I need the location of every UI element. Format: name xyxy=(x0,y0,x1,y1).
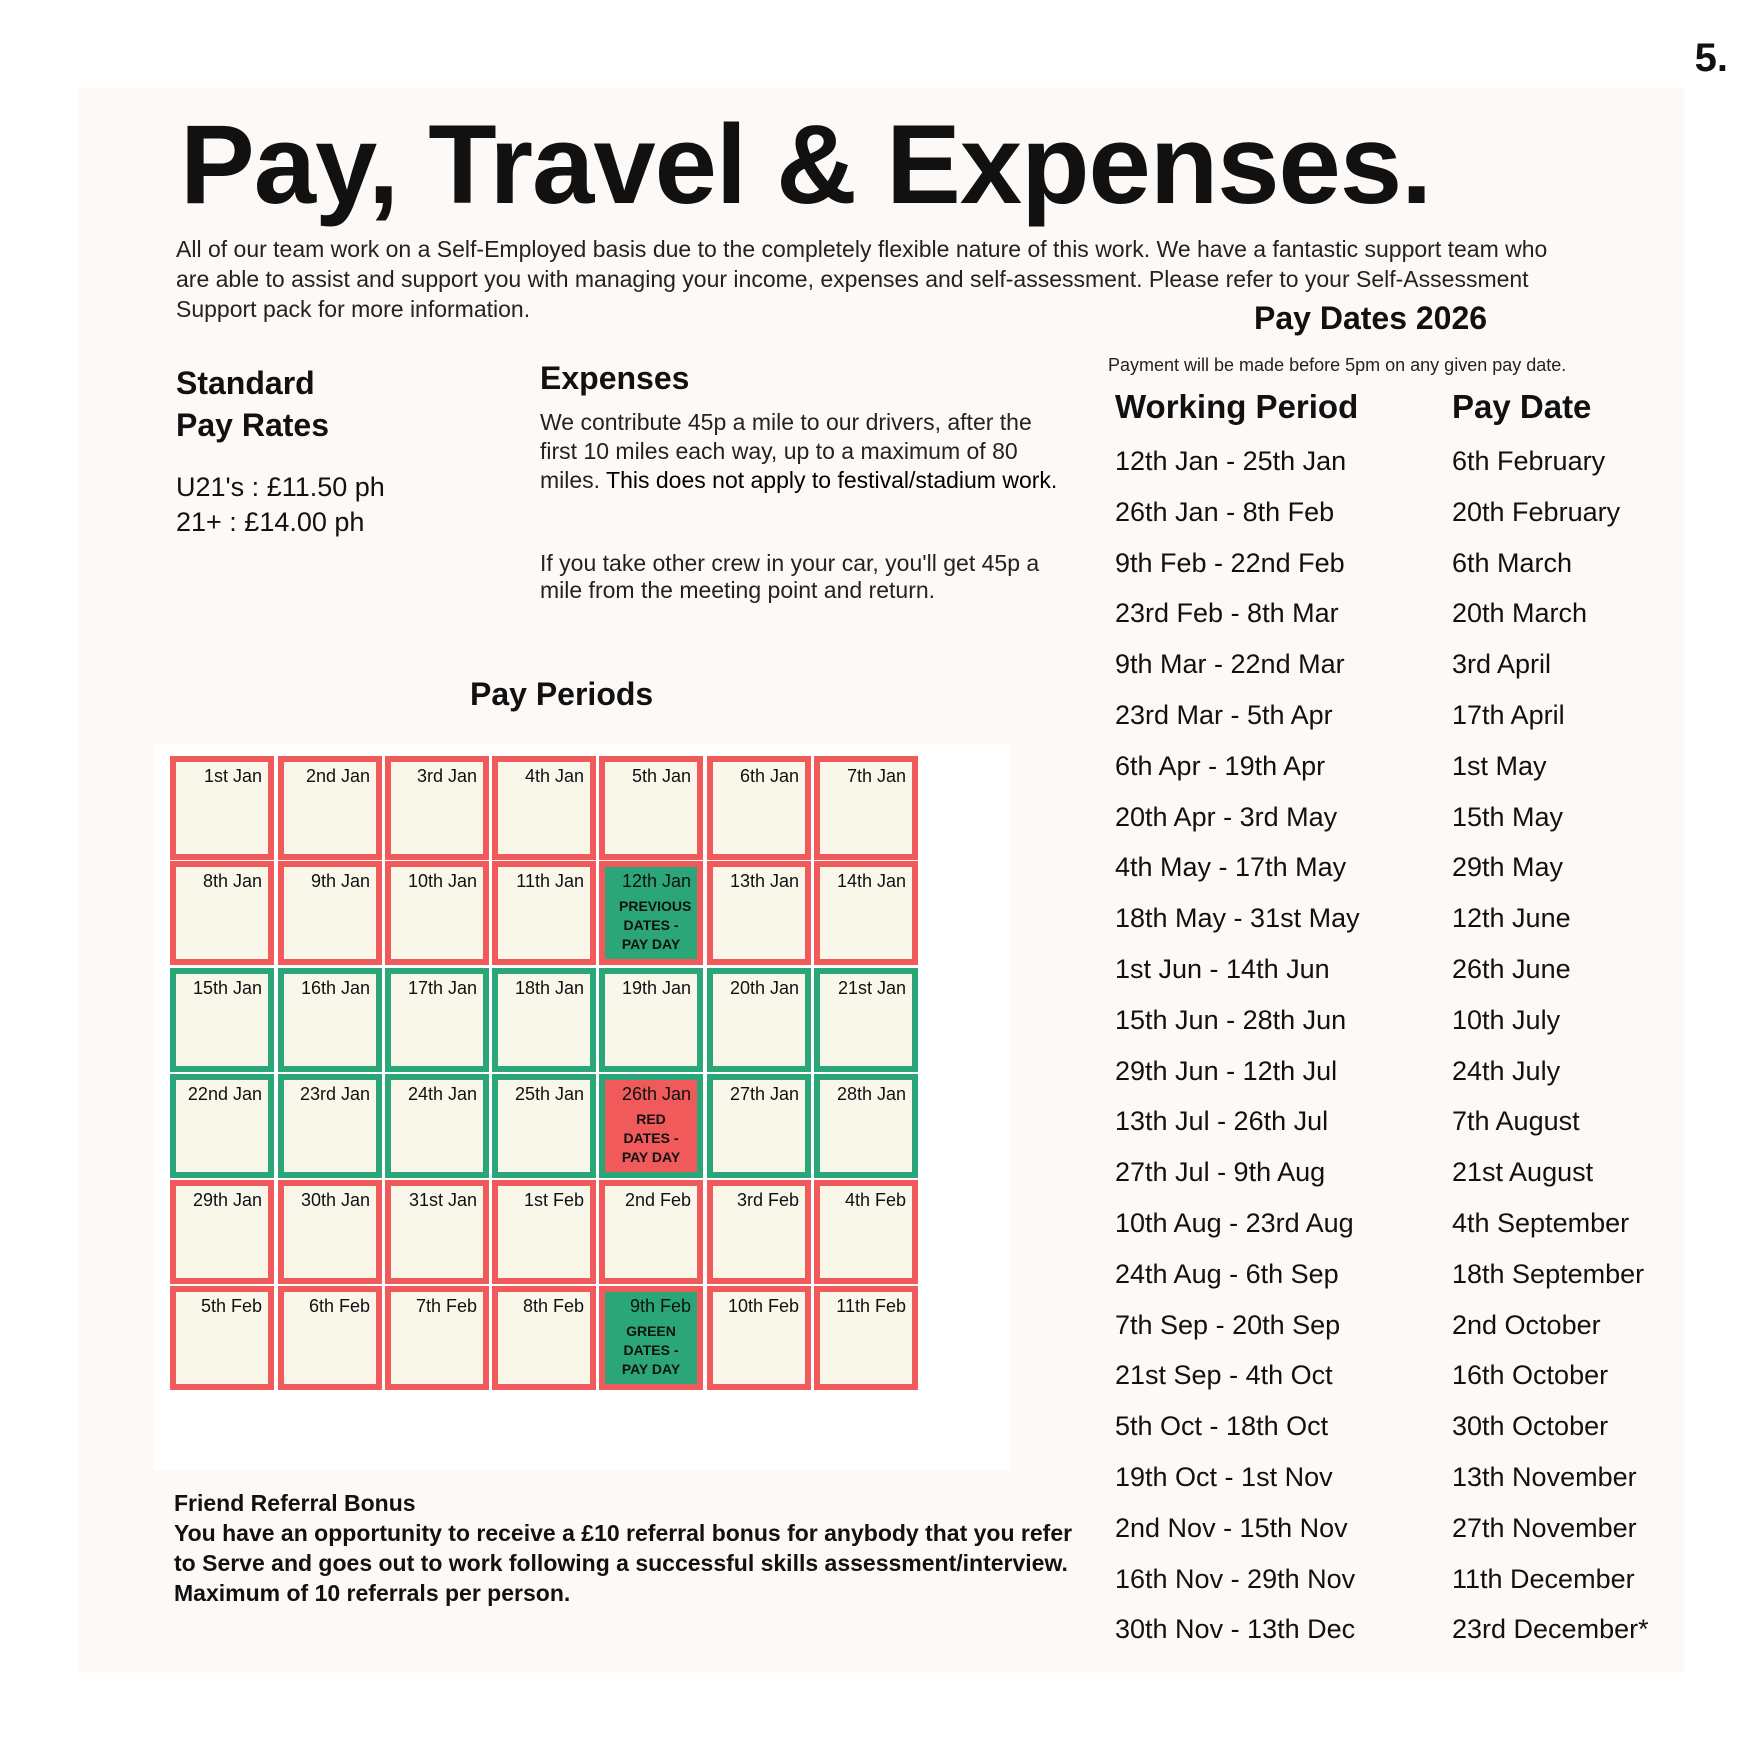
calendar-day-label: 11th Feb xyxy=(836,1296,906,1316)
calendar-day-label: 26th Jan xyxy=(621,1084,691,1104)
working-period-cell: 23rd Mar - 5th Apr xyxy=(1115,700,1333,730)
pay-periods-heading: Pay Periods xyxy=(470,676,654,712)
expenses-mileage-paragraph xyxy=(540,408,1060,495)
calendar-day-label: 24th Jan xyxy=(407,1084,477,1104)
working-period-cell: 29th Jun - 12th Jul xyxy=(1115,1056,1338,1086)
calendar-day-label: 7th Feb xyxy=(415,1296,477,1316)
calendar-day-cell xyxy=(170,756,274,860)
calendar-day-cell xyxy=(385,1286,489,1390)
calendar-day-label: 27th Jan xyxy=(729,1084,799,1104)
calendar-day-cell xyxy=(599,861,703,965)
calendar-day-cell xyxy=(492,861,596,965)
calendar-day-label: 9th Jan xyxy=(310,871,370,891)
calendar-day-cell xyxy=(814,861,918,965)
calendar-day-label: 13th Jan xyxy=(729,871,799,891)
calendar-day-cell xyxy=(492,1074,596,1178)
working-period-cell: 19th Oct - 1st Nov xyxy=(1115,1462,1333,1492)
calendar-day-cell xyxy=(707,756,811,860)
intro-paragraph: All of our team work on a Self-Employed basis due to the completely flexible nature of this work. We have a fantastic support team who are able to assist and support you with managing your income, expenses and self-assessment. Please refer to your Self-Assessment Support pack for more information. xyxy=(176,236,1548,322)
pay-date-header: Pay Date xyxy=(1452,388,1592,425)
calendar-day-label: 4th Feb xyxy=(844,1190,906,1210)
calendar-day-cell xyxy=(492,968,596,1072)
working-period-cell: 26th Jan - 8th Feb xyxy=(1115,497,1335,527)
pay-date-cell: 11th December xyxy=(1452,1564,1635,1594)
calendar-day-label: 9th Feb xyxy=(629,1296,691,1316)
calendar-day-label: 31st Jan xyxy=(408,1190,477,1210)
pay-date-cell: 20th March xyxy=(1452,598,1588,628)
calendar-day-cell xyxy=(599,756,703,860)
pay-date-cell: 12th June xyxy=(1452,903,1571,933)
calendar-day-cell xyxy=(278,1286,382,1390)
calendar-day-label: 4th Jan xyxy=(524,766,584,786)
pay-date-cell: 30th October xyxy=(1452,1411,1609,1441)
pay-date-cell: 16th October xyxy=(1452,1360,1609,1390)
calendar-day-label: 11th Jan xyxy=(516,871,584,891)
calendar-day-label: 8th Feb xyxy=(522,1296,584,1316)
working-period-cell: 10th Aug - 23rd Aug xyxy=(1115,1208,1354,1238)
pay-date-cell: 23rd December* xyxy=(1452,1614,1649,1644)
rate-21-plus: 21+ : £14.00 ph xyxy=(176,507,365,537)
calendar-day-label: 8th Jan xyxy=(202,871,262,891)
calendar-day-label: 29th Jan xyxy=(192,1190,262,1210)
calendar-day-cell xyxy=(278,861,382,965)
calendar-day-cell xyxy=(707,1286,811,1390)
calendar-day-cell xyxy=(599,968,703,1072)
pay-date-cell: 24th July xyxy=(1452,1056,1561,1086)
working-period-cell: 12th Jan - 25th Jan xyxy=(1115,446,1347,476)
working-period-cell: 23rd Feb - 8th Mar xyxy=(1115,598,1339,628)
calendar-day-label: 12th Jan xyxy=(621,871,691,891)
calendar-day-label: 6th Feb xyxy=(308,1296,370,1316)
working-period-cell: 4th May - 17th May xyxy=(1115,852,1347,882)
pay-dates-note: Payment will be made before 5pm on any given pay date. xyxy=(1108,355,1567,375)
standard-rates-heading xyxy=(176,362,329,446)
working-period-cell: 5th Oct - 18th Oct xyxy=(1115,1411,1329,1441)
pay-date-cell: 18th September xyxy=(1452,1259,1645,1289)
calendar-day-cell xyxy=(170,1074,274,1178)
pay-day-note: RED DATES - PAY DAY xyxy=(621,1111,681,1165)
pay-date-cell: 26th June xyxy=(1452,954,1571,984)
calendar-day-label: 5th Jan xyxy=(631,766,691,786)
calendar-day-label: 2nd Jan xyxy=(305,766,370,786)
calendar-day-cell xyxy=(170,861,274,965)
calendar-day-cell xyxy=(385,968,489,1072)
calendar-day-cell xyxy=(492,1286,596,1390)
calendar-day-cell xyxy=(707,861,811,965)
pay-date-cell: 7th August xyxy=(1452,1106,1580,1136)
working-period-header: Working Period xyxy=(1115,388,1359,425)
pay-date-cell: 10th July xyxy=(1452,1005,1561,1035)
working-period-cell: 15th Jun - 28th Jun xyxy=(1115,1005,1347,1035)
working-period-cell: 21st Sep - 4th Oct xyxy=(1115,1360,1333,1390)
calendar-day-cell xyxy=(707,1074,811,1178)
calendar-day-cell xyxy=(814,1074,918,1178)
calendar-day-label: 16th Jan xyxy=(300,978,370,998)
pay-date-cell: 4th September xyxy=(1452,1208,1630,1238)
pay-day-note: PREVIOUS DATES - PAY DAY xyxy=(619,898,692,952)
page-number: 5. xyxy=(1694,36,1728,80)
calendar-day-label: 30th Jan xyxy=(300,1190,370,1210)
calendar-day-cell xyxy=(278,1074,382,1178)
working-period-cell: 30th Nov - 13th Dec xyxy=(1115,1614,1356,1644)
standard-rates-list xyxy=(176,470,385,540)
calendar-day-label: 17th Jan xyxy=(407,978,477,998)
calendar-day-label: 6th Jan xyxy=(739,766,799,786)
standard-rates-heading-line2: Pay Rates xyxy=(176,407,329,443)
pay-date-cell: 6th March xyxy=(1452,548,1573,578)
calendar-day-label: 7th Jan xyxy=(846,766,906,786)
calendar-day-cell xyxy=(599,1180,703,1284)
calendar-day-label: 15th Jan xyxy=(192,978,262,998)
working-period-cell: 1st Jun - 14th Jun xyxy=(1115,954,1330,984)
pay-date-cell: 6th February xyxy=(1452,446,1606,476)
working-period-cell: 13th Jul - 26th Jul xyxy=(1115,1106,1329,1136)
working-period-cell: 2nd Nov - 15th Nov xyxy=(1115,1513,1348,1543)
pay-date-cell: 20th February xyxy=(1452,497,1621,527)
calendar-day-label: 14th Jan xyxy=(836,871,906,891)
working-period-cell: 20th Apr - 3rd May xyxy=(1115,802,1338,832)
calendar-day-label: 10th Feb xyxy=(727,1296,799,1316)
working-period-cell: 6th Apr - 19th Apr xyxy=(1115,751,1326,781)
calendar-day-cell xyxy=(278,1180,382,1284)
pay-date-cell: 2nd October xyxy=(1452,1310,1601,1340)
expenses-crew-paragraph: If you take other crew in your car, you'll get 45p a mile from the meeting point and return. xyxy=(540,550,1040,603)
calendar-day-cell xyxy=(814,756,918,860)
calendar-day-label: 23rd Jan xyxy=(299,1084,370,1104)
pay-date-cell: 29th May xyxy=(1452,852,1564,882)
referral-section xyxy=(174,1488,1074,1608)
calendar-day-label: 19th Jan xyxy=(621,978,691,998)
calendar-day-cell xyxy=(599,1286,703,1390)
calendar-day-cell xyxy=(814,968,918,1072)
calendar-day-label: 3rd Jan xyxy=(416,766,477,786)
pay-date-cell: 13th November xyxy=(1452,1462,1637,1492)
working-period-cell: 24th Aug - 6th Sep xyxy=(1115,1259,1339,1289)
calendar-day-cell xyxy=(599,1074,703,1178)
pay-day-note: GREEN DATES - PAY DAY xyxy=(621,1323,681,1377)
calendar-day-cell xyxy=(170,968,274,1072)
expenses-heading: Expenses xyxy=(540,360,690,396)
working-period-cell: 18th May - 31st May xyxy=(1115,903,1360,933)
calendar-day-cell xyxy=(814,1286,918,1390)
calendar-day-cell xyxy=(385,1180,489,1284)
calendar-day-cell xyxy=(707,1180,811,1284)
calendar-day-label: 25th Jan xyxy=(514,1084,584,1104)
pay-date-cell: 3rd April xyxy=(1452,649,1552,679)
calendar-day-label: 28th Jan xyxy=(836,1084,906,1104)
calendar-day-cell xyxy=(278,756,382,860)
pay-periods-calendar xyxy=(154,744,1010,1470)
calendar-day-label: 1st Feb xyxy=(523,1190,584,1210)
working-period-cell: 9th Mar - 22nd Mar xyxy=(1115,649,1345,679)
expenses-mileage-text: We contribute 45p a mile to our drivers, after the first 10 miles each way, up to a maximum of 80 miles. xyxy=(540,409,1032,493)
expenses-exclusion-text: This does not apply to festival/stadium work. xyxy=(606,467,1058,493)
calendar-day-cell xyxy=(170,1180,274,1284)
pay-dates-title: Pay Dates 2026 xyxy=(1254,300,1488,336)
calendar-day-label: 20th Jan xyxy=(729,978,799,998)
calendar-day-cell xyxy=(170,1286,274,1390)
working-period-cell: 27th Jul - 9th Aug xyxy=(1115,1157,1326,1187)
page-title: Pay, Travel & Expenses. xyxy=(180,102,1432,227)
calendar-day-label: 1st Jan xyxy=(203,766,262,786)
referral-body: You have an opportunity to receive a £10 referral bonus for anybody that you refer to Serve and goes out to work following a successful skills assessment/interview. Maximum of 10 referrals per person. xyxy=(174,1520,1073,1606)
calendar-day-label: 21st Jan xyxy=(837,978,906,998)
calendar-day-label: 18th Jan xyxy=(514,978,584,998)
calendar-day-label: 3rd Feb xyxy=(736,1190,799,1210)
calendar-day-cell xyxy=(385,1074,489,1178)
referral-heading: Friend Referral Bonus xyxy=(174,1490,416,1516)
rate-under-21: U21's : £11.50 ph xyxy=(176,472,385,502)
pay-date-cell: 1st May xyxy=(1452,751,1547,781)
calendar-day-label: 2nd Feb xyxy=(624,1190,691,1210)
calendar-day-cell xyxy=(492,1180,596,1284)
calendar-day-cell xyxy=(814,1180,918,1284)
calendar-day-cell xyxy=(278,968,382,1072)
pay-date-cell: 21st August xyxy=(1452,1157,1594,1187)
calendar-day-cell xyxy=(492,756,596,860)
working-period-cell: 7th Sep - 20th Sep xyxy=(1115,1310,1341,1340)
calendar-day-cell xyxy=(707,968,811,1072)
pay-date-cell: 27th November xyxy=(1452,1513,1637,1543)
calendar-day-cell xyxy=(385,756,489,860)
calendar-day-label: 5th Feb xyxy=(200,1296,262,1316)
pay-date-cell: 17th April xyxy=(1452,700,1565,730)
calendar-day-cell xyxy=(385,861,489,965)
calendar-day-label: 22nd Jan xyxy=(187,1084,262,1104)
working-period-cell: 16th Nov - 29th Nov xyxy=(1115,1564,1356,1594)
working-period-cell: 9th Feb - 22nd Feb xyxy=(1115,548,1345,578)
pay-date-cell: 15th May xyxy=(1452,802,1564,832)
calendar-day-label: 10th Jan xyxy=(407,871,477,891)
standard-rates-heading-line1: Standard xyxy=(176,365,315,401)
